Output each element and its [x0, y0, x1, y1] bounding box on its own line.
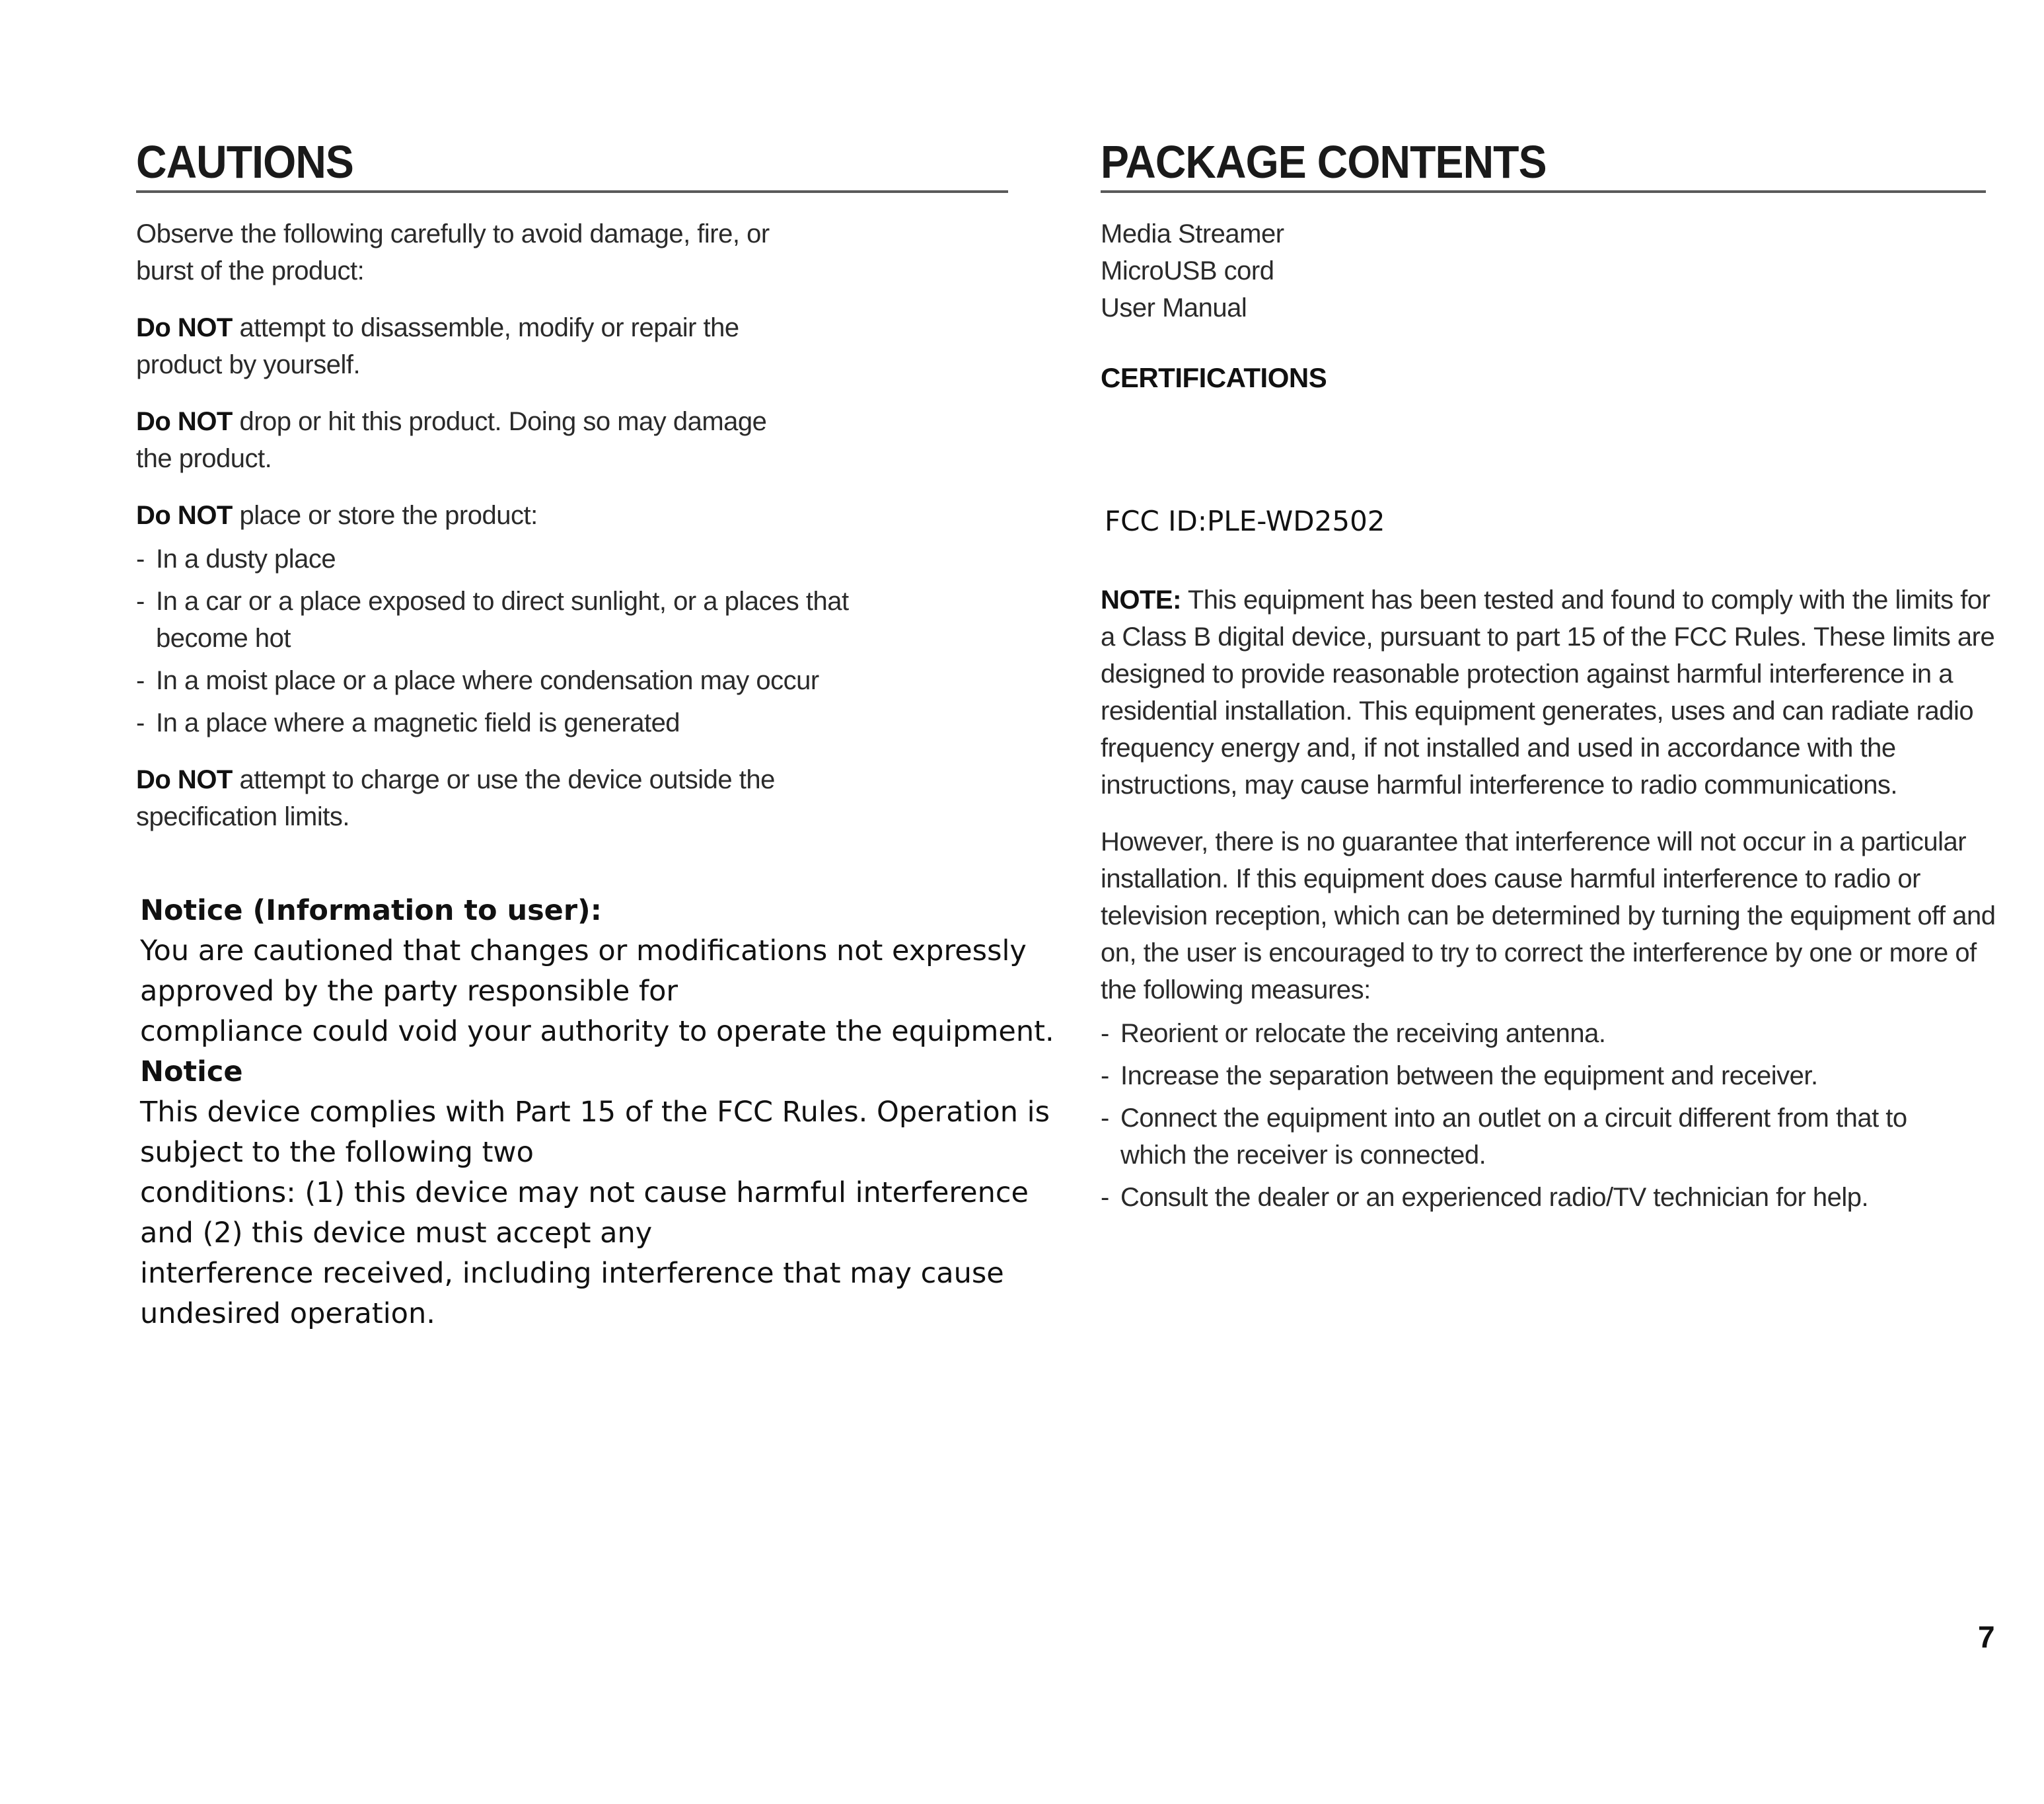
caution-lead: Do NOT: [136, 313, 233, 342]
caution-text: drop or hit this product. Doing so may damage the product.: [136, 407, 767, 473]
caution-text: place or store the product:: [232, 501, 538, 530]
note-text: This equipment has been tested and found to comply with the limits for a Class B digital device, pursuant to part 15 of the FCC Rules. These limits are designed to provide reasonable protection against harmful interference in a residential installation. This equipment generates, uses and can radiate radio frequency energy and, if not installed and used in accordance with the instructions, may cause harmful interference to radio communications.: [1101, 585, 1995, 800]
caution-lead: Do NOT: [136, 407, 233, 436]
list-item: - In a dusty place: [136, 545, 336, 574]
notice-line: undesired operation.: [140, 1297, 435, 1330]
list-item: - In a place where a magnetic field is generated: [136, 708, 680, 737]
list-item: MicroUSB cord: [1101, 256, 1274, 285]
notice-line: conditions: (1) this device may not cause harmful interference: [140, 1176, 1029, 1209]
cautions-section: [136, 136, 1008, 855]
caution-item: [136, 761, 803, 835]
package-contents-section: [1101, 136, 1986, 396]
fcc-note-section: [1101, 582, 2006, 1236]
notice-line: compliance could void your authority to operate the equipment.: [140, 1015, 1054, 1048]
package-divider: [1101, 190, 1986, 193]
notice-line: and (2) this device must accept any: [140, 1217, 653, 1250]
page-number: 7: [1978, 1620, 1995, 1654]
caution-item: [136, 403, 790, 477]
cautions-heading: CAUTIONS: [136, 136, 353, 188]
list-item: - Connect the equipment into an outlet on a circuit different from that to which the receiver is connected.: [1101, 1104, 1907, 1170]
list-item: - Consult the dealer or an experienced radio/TV technician for help.: [1101, 1183, 1869, 1212]
list-item: - In a car or a place exposed to direct sunlight, or a places that become hot: [136, 587, 849, 653]
caution-item: [136, 497, 1008, 534]
list-item: - In a moist place or a place where condensation may occur: [136, 666, 819, 695]
notice-heading: Notice: [140, 1055, 243, 1088]
notice-line: You are cautioned that changes or modifications not expressly: [140, 934, 1027, 967]
cautions-divider: [136, 190, 1008, 193]
caution-lead: Do NOT: [136, 765, 233, 794]
list-item: Media Streamer: [1101, 219, 1284, 248]
caution-lead: Do NOT: [136, 501, 233, 530]
caution-text: attempt to charge or use the device outside the specification limits.: [136, 765, 775, 831]
notice-line: approved by the party responsible for: [140, 975, 678, 1008]
measures-list: [1101, 1015, 2006, 1216]
notice-heading: Notice (Information to user):: [140, 894, 602, 927]
package-contents-heading: PACKAGE CONTENTS: [1101, 136, 1547, 188]
notice-line: This device complies with Part 15 of the FCC Rules. Operation is: [140, 1096, 1050, 1129]
fcc-id: FCC ID:PLE-WD2502: [1105, 505, 1385, 537]
notice-block: [140, 891, 1052, 1334]
fcc-however: However, there is no guarantee that interference will not occur in a particular installation. If this equipment does cause harmful interference to radio or television reception, which can be determined by turning the equipment off and on, the user is encouraged to try to correct the interference by one or more of the following measures:: [1101, 827, 1996, 1004]
cautions-intro: Observe the following carefully to avoid damage, fire, or burst of the product:: [136, 219, 770, 285]
notice-line: subject to the following two: [140, 1136, 534, 1169]
note-lead: NOTE:: [1101, 585, 1181, 615]
list-item: User Manual: [1101, 293, 1247, 322]
caution-text: attempt to disassemble, modify or repair the product by yourself.: [136, 313, 739, 379]
fcc-note: [1101, 582, 2006, 804]
caution-item: [136, 309, 770, 383]
contents-list: [1101, 215, 1986, 326]
notice-line: interference received, including interference that may cause: [140, 1257, 1004, 1290]
list-item: - Increase the separation between the equipment and receiver.: [1101, 1061, 1818, 1090]
store-conditions-list: [136, 541, 850, 741]
list-item: - Reorient or relocate the receiving antenna.: [1101, 1019, 1606, 1048]
certifications-heading: CERTIFICATIONS: [1101, 362, 1327, 393]
